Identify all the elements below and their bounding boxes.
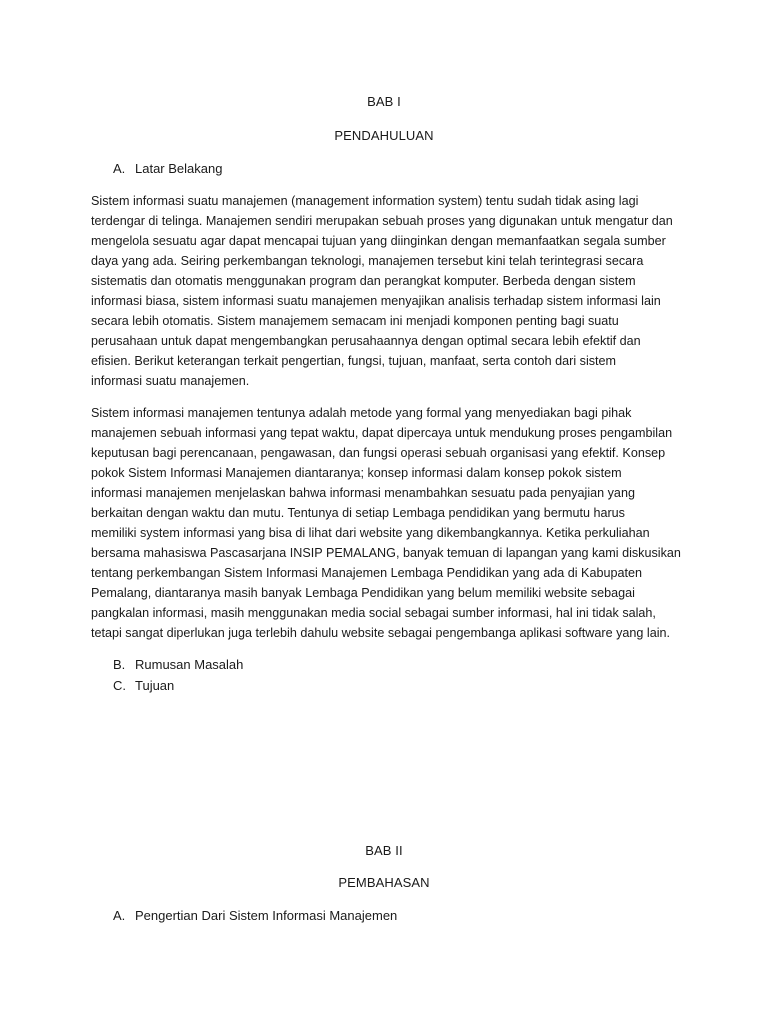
paragraph-2-line: informasi manajemen menjelaskan bahwa informasi menambahkan sesuatu pada penyajian yang: [91, 486, 635, 500]
chapter-2-section-a-label: Pengertian Dari Sistem Informasi Manajemen: [135, 908, 398, 923]
paragraph-2-line: Pemalang, diantaranya masih banyak Lembaga Pendidikan yang belum memiliki website sebagai: [91, 586, 635, 600]
paragraph-2-line: bersama mahasiswa Pascasarjana INSIP PEMALANG, banyak temuan di lapangan yang kami diskusikan: [91, 546, 681, 560]
paragraph-2-line: manajemen sebuah informasi yang tepat waktu, dapat dipercaya untuk mendukung proses pengambilan: [91, 426, 673, 440]
paragraph-2: [91, 403, 691, 643]
section-a-label: Latar Belakang: [135, 161, 223, 176]
paragraph-1-line: terdengar di telinga. Manajemen sendiri merupakan sebuah proses yang digunakan untuk mengatur dan: [91, 214, 673, 228]
chapter-2-section-a-marker: A.: [113, 908, 126, 923]
section-a-heading: [113, 161, 222, 177]
paragraph-2-line: berkaitan dengan waktu dan mutu. Tentunya di setiap Lembaga pendidikan yang bermutu harus: [91, 506, 625, 520]
paragraph-1-line: perusahaan untuk dapat mengembangkan perusahaannya dengan optimal secara lebih efektif dan: [91, 334, 641, 348]
section-b-label: Rumusan Masalah: [135, 657, 244, 672]
chapter-2-section-a-heading: [113, 908, 397, 924]
section-c-heading: [113, 678, 174, 694]
paragraph-2-line: keputusan bagi perencanaan, pengawasan, dan fungsi operasi sebuah organisasi yang efektif. Konsep: [91, 446, 666, 460]
paragraph-1: [91, 191, 691, 391]
chapter-2-subtitle: PEMBAHASAN: [338, 875, 430, 890]
chapter-2-title: BAB II: [365, 843, 403, 858]
paragraph-2-line: memiliki system informasi yang bisa di lihat dari website yang dikembangkannya. Ketika perkuliahan: [91, 526, 650, 540]
paragraph-1-line: daya yang ada. Seiring perkembangan teknologi, manajemen tersebut kini telah terintegrasi secara: [91, 254, 644, 268]
section-a-marker: A.: [113, 161, 126, 176]
section-c-marker: C.: [113, 678, 126, 693]
paragraph-1-line: mengelola sesuatu agar dapat mencapai tujuan yang diinginkan dengan memanfaatkan segala sumber: [91, 234, 666, 248]
section-b-heading: [113, 657, 243, 673]
paragraph-2-line: tetapi sangat diperlukan juga terlebih dahulu website sebagai pengembanga aplikasi software yang lain.: [91, 626, 671, 640]
paragraph-2-line: pokok Sistem Informasi Manajemen diantaranya; konsep informasi dalam konsep pokok sistem: [91, 466, 622, 480]
section-c-label: Tujuan: [135, 678, 175, 693]
paragraph-2-line: pangkalan informasi, masih menggunakan media social sebagai sumber informasi, hal ini tidak salah,: [91, 606, 656, 620]
paragraph-1-line: sistematis dan otomatis menggunakan program dan perangkat komputer. Berbeda dengan sistem: [91, 274, 636, 288]
chapter-1-title: BAB I: [367, 94, 401, 109]
chapter-1-subtitle: PENDAHULUAN: [334, 128, 434, 143]
paragraph-2-line: Sistem informasi manajemen tentunya adalah metode yang formal yang menyediakan bagi pihak: [91, 406, 632, 420]
paragraph-1-line: Sistem informasi suatu manajemen (management information system) tentu sudah tidak asing lagi: [91, 194, 639, 208]
paragraph-1-line: efisien. Berikut keterangan terkait pengertian, fungsi, tujuan, manfaat, serta contoh dari sistem: [91, 354, 617, 368]
paragraph-1-line: informasi biasa, sistem informasi suatu manajemen menyajikan analisis terhadap sistem informasi lain: [91, 294, 661, 308]
section-b-marker: B.: [113, 657, 126, 672]
paragraph-2-line: tentang perkembangan Sistem Informasi Manajemen Lembaga Pendidikan yang ada di Kabupaten: [91, 566, 642, 580]
paragraph-1-line: secara lebih otomatis. Sistem manajemem semacam ini menjadi komponen penting bagi suatu: [91, 314, 619, 328]
paragraph-1-line: informasi suatu manajemen.: [91, 374, 250, 388]
